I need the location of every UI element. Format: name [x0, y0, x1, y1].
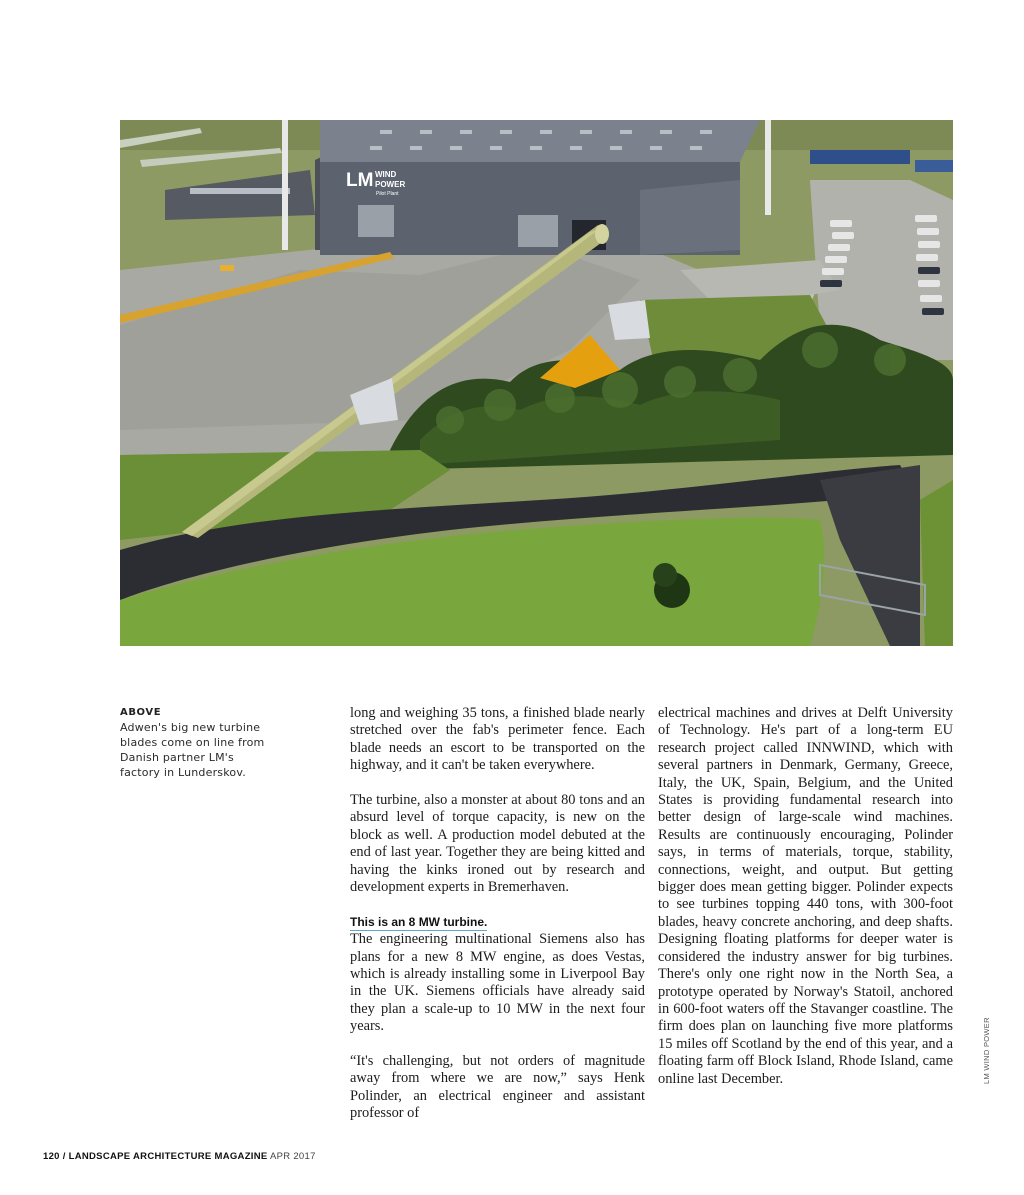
paragraph: “It's challenging, but not orders of magnitude away from where we are now,” says Henk Polinder, an electrical engineer and assistant professor of [350, 1053, 645, 1122]
paragraph: long and weighing 35 tons, a finished blade nearly stretched over the fab's perimeter fence. Each blade needs an escort to be transported on the highway, and it can't be taken everywhere. [350, 705, 645, 774]
page-footer [43, 1151, 316, 1162]
issue-date: APR 2017 [269, 1151, 316, 1162]
paragraph: electrical machines and drives at Delft University of Technology. He's part of a long-term EU research project called INNWIND, which with several partners in Denmark, Germany, Greece, Italy, the UK, Spain, Belgium, and the United States is providing fundamental research into better design of large-scale wind machines. Results are continuously encouraging, Polinder says, in terms of materials, torque, stability, connections, weight, and output. But getting bigger does mean getting bigger. Polinder expects to see turbines topping 440 tons, with 300-foot blades, heavy concrete anchoring, and deep shafts. Designing floating platforms for deeper water is considered the industry answer for big turbines. There's only one right now in the North Sea, a prototype operated by Norway's Statoil, anchored in 600-foot waters off the Stavanger coastline. The firm does plan on launching five more platforms 15 miles off Scotland by the end of this year, and a floating farm off Block Island, Rhode Island, came online last December. [658, 705, 953, 1087]
sign-lm: LM [346, 170, 374, 191]
section-subhead [350, 914, 645, 931]
caption-label: ABOVE [120, 707, 162, 718]
footer-separator: / [59, 1151, 69, 1162]
photo-caption [120, 706, 270, 780]
paragraph: The turbine, also a monster at about 80 tons and an absurd level of torque capacity, is new on the block as well. A production model debuted at the end of last year. Together they are being kitted and having the kinks ironed out by research and development experts in Bremerhaven. [350, 792, 645, 896]
paragraph: The engineering multinational Siemens also has plans for a new 8 MW engine, as does Vestas, which is already installing some in Liverpool Bay in the UK. Siemens officials have already said they plan a scale-up to 10 MW in the next four years. [350, 931, 645, 1035]
page-number: 120 [43, 1151, 60, 1162]
feature-photo [120, 120, 953, 646]
subhead-text: This is an 8 MW turbine. [350, 914, 488, 929]
sign-plant: Pilot Plant [376, 191, 399, 197]
sign-power: POWER [375, 180, 406, 189]
publication-name: LANDSCAPE ARCHITECTURE MAGAZINE [68, 1151, 268, 1162]
caption-text: Adwen's big new turbine blades come on line from Danish partner LM's factory in Lunderskov. [120, 721, 265, 779]
article-column-2 [658, 705, 953, 1088]
factory-aerial-image [120, 120, 953, 646]
sign-wind: WIND [375, 170, 397, 179]
photo-credit: LM WIND POWER [982, 1017, 991, 1084]
article-column-1 [350, 705, 645, 1123]
